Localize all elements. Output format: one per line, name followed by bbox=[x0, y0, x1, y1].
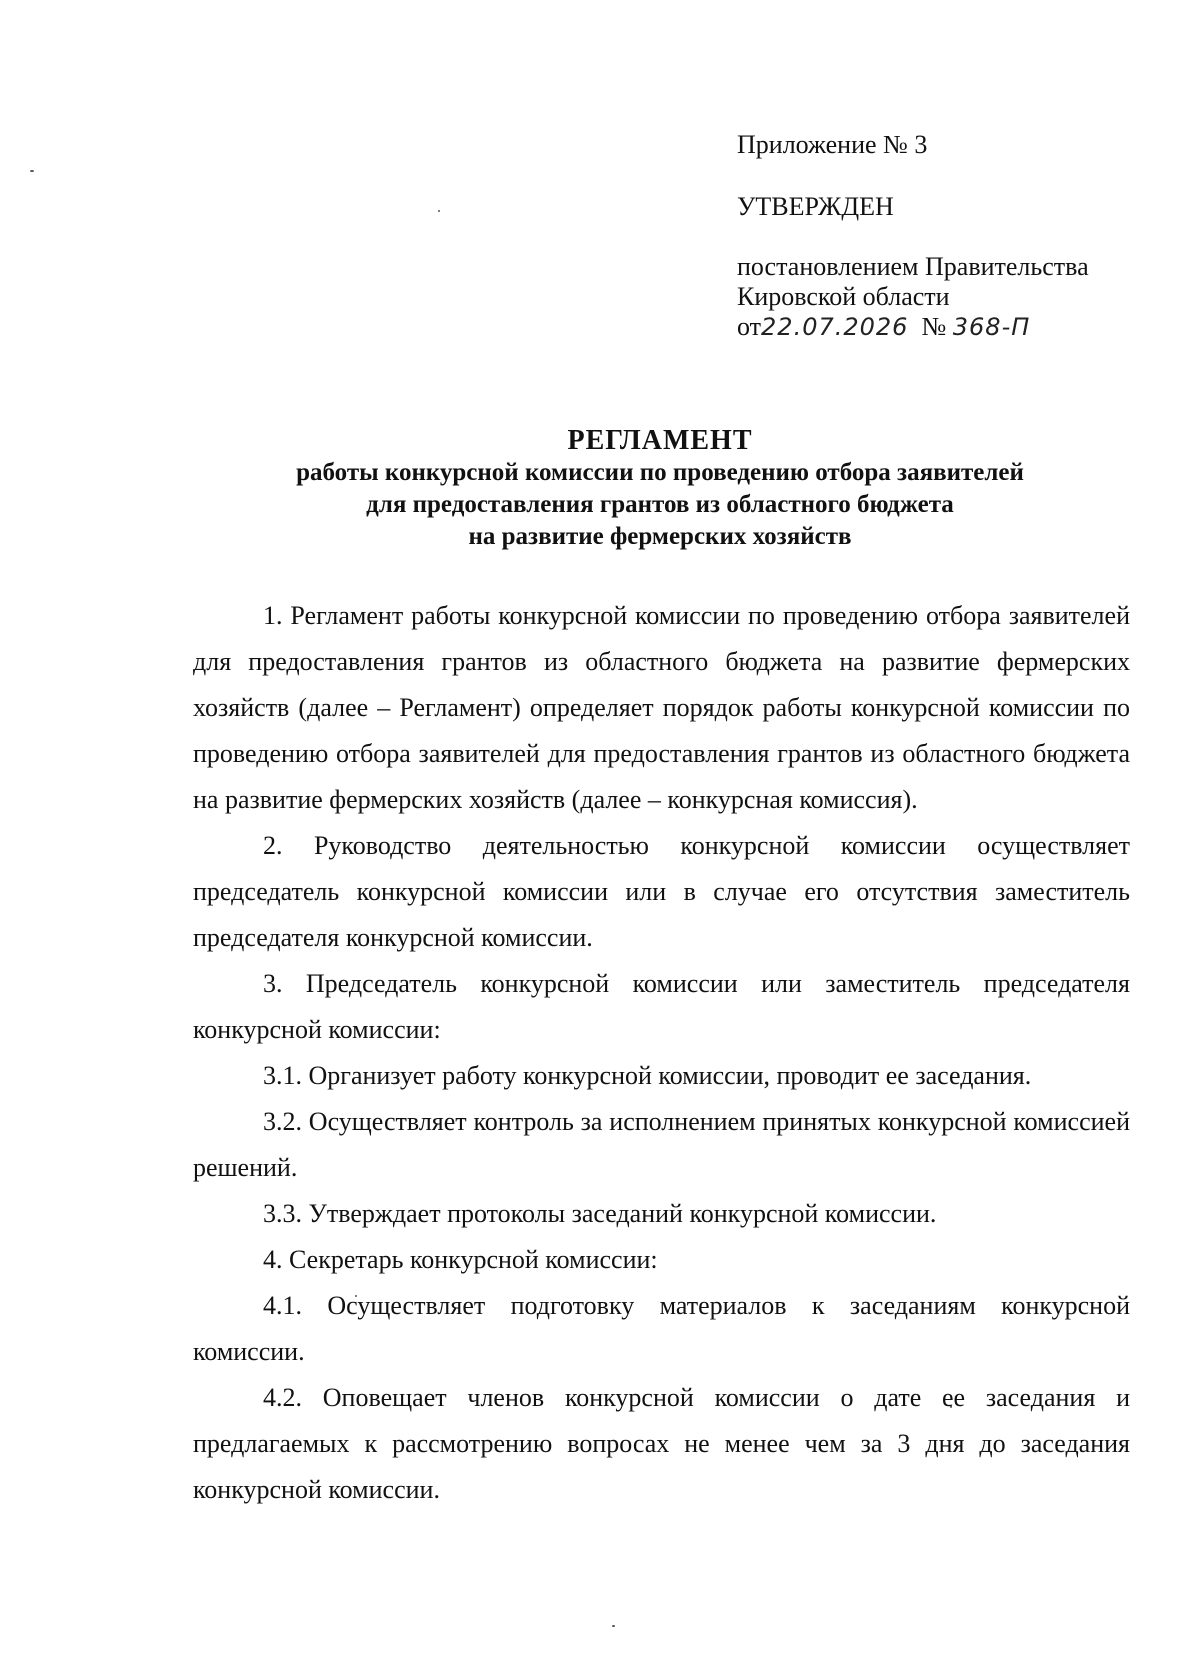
paragraph-2: 2. Руководство деятельностью конкурсной комиссии осуществляет председатель конкурсной комиссии или в случае его отсутствия заместитель председателя конкурсной комиссии. bbox=[193, 831, 1130, 952]
title-line-1: работы конкурсной комиссии по проведению отбора заявителей bbox=[296, 459, 1024, 486]
paragraph-3-1: 3.1. Организует работу конкурсной комиссии, проводит ее заседания. bbox=[263, 1061, 1032, 1090]
paragraph-1: 1. Регламент работы конкурсной комиссии по проведению отбора заявителей для предоставления грантов из областного бюджета на развитие фермерских хозяйств (далее – Регламент) определяет порядок работы конкурсной комиссии по проведению отбора заявителей для предоставления грантов из областного бюджета на развитие фермерских хозяйств (далее – конкурсная комиссия). bbox=[193, 601, 1130, 814]
document-title bbox=[180, 425, 1140, 553]
paragraph-3-3: 3.3. Утверждает протоколы заседаний конкурсной комиссии. bbox=[263, 1199, 937, 1228]
paragraph-4-2: 4.2. Оповещает членов конкурсной комиссии о дате ее заседания и предлагаемых к рассмотрению вопросах не менее чем за 3 дня до заседания конкурсной комиссии. bbox=[193, 1383, 1130, 1504]
scan-speck bbox=[612, 1625, 615, 1627]
paragraph-3-2: 3.2. Осуществляет контроль за исполнением принятых конкурсной комиссией решений. bbox=[193, 1107, 1130, 1182]
paragraph-4: 4. Секретарь конкурсной комиссии: bbox=[263, 1245, 658, 1274]
handwritten-date: 22.07.2026 bbox=[761, 313, 909, 341]
paragraph-4-1: 4.1. Осуществляет подготовку материалов к заседаниям конкурсной комиссии. bbox=[193, 1291, 1130, 1366]
decree-line-2: Кировской области bbox=[737, 282, 950, 311]
title-line-2: для предоставления грантов из областного бюджета bbox=[366, 491, 954, 518]
decree-date-line bbox=[737, 312, 1157, 342]
decree-line-1: постановлением Правительства bbox=[737, 252, 1089, 281]
title-line-3: на развитие фермерских хозяйств bbox=[468, 523, 852, 550]
scan-speck bbox=[30, 170, 34, 172]
handwritten-number: 368-П bbox=[952, 313, 1031, 341]
title-main: РЕГЛАМЕНТ bbox=[567, 425, 753, 456]
approved-stamp-text: УТВЕРЖДЕН bbox=[737, 192, 894, 221]
date-prefix: от bbox=[737, 312, 762, 341]
scan-speck bbox=[438, 210, 440, 212]
paragraph-3: 3. Председатель конкурсной комиссии или заместитель председателя конкурсной комиссии: bbox=[193, 969, 1130, 1044]
document-body bbox=[193, 593, 1130, 1513]
appendix-label: Приложение № 3 bbox=[737, 130, 928, 159]
approval-header bbox=[737, 130, 1157, 342]
number-prefix: № bbox=[921, 312, 947, 341]
